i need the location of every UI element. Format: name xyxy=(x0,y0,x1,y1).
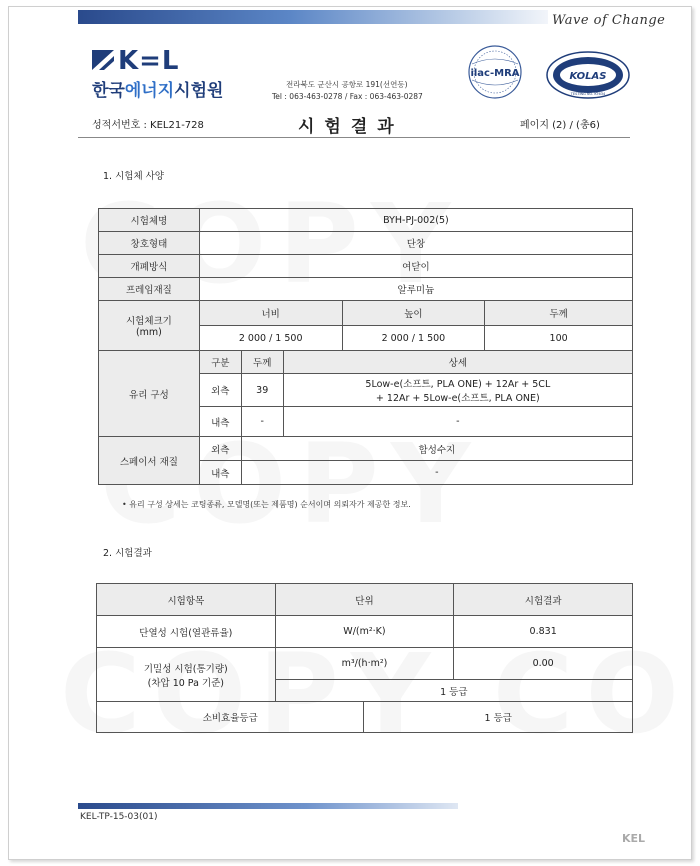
result-unit: W/(m²·K) xyxy=(275,616,454,648)
ilac-text: ilac-MRA xyxy=(470,68,520,79)
spec-label: 시험체명 xyxy=(99,209,200,232)
spacer-side: 외측 xyxy=(199,437,241,461)
spec-label: 프레임재질 xyxy=(99,278,200,301)
result-value: 0.00 xyxy=(454,648,633,680)
result-col-header: 시험항목 xyxy=(97,584,276,616)
glass-detail: - xyxy=(283,407,632,437)
result-col-header: 단위 xyxy=(275,584,454,616)
result-unit: m³/(h·m²) xyxy=(275,648,454,680)
size-label-line: 시험체크기 xyxy=(125,316,172,327)
spacer-value: - xyxy=(241,461,632,485)
glass-detail-line: + 12Ar + 5Low-e(소프트, PLA ONE) xyxy=(375,393,540,404)
spec-label xyxy=(99,301,200,351)
result-item: 단열성 시험(열관류율) xyxy=(97,616,276,648)
spec-value: BYH-PJ-002(5) xyxy=(199,209,632,232)
glass-detail-line: 5Low-e(소프트, PLA ONE) + 12Ar + 5CL xyxy=(365,379,551,390)
header-divider xyxy=(78,137,630,138)
size-col-header: 너비 xyxy=(199,301,342,326)
glass-detail xyxy=(283,374,632,407)
report-number: 성적서번호 : KEL21-728 xyxy=(92,120,204,131)
spec-value: 여닫이 xyxy=(199,255,632,278)
org-contact: Tel : 063-463-0278 / Fax : 063-463-0287 xyxy=(272,92,423,101)
spec-label: 유리 구성 xyxy=(99,351,200,437)
form-code: KEL-TP-15-03(01) xyxy=(80,812,158,822)
size-col-header: 높이 xyxy=(342,301,485,326)
org-name-part: 한국 xyxy=(92,81,125,101)
glass-side: 내측 xyxy=(199,407,241,437)
size-value: 100 xyxy=(485,326,633,351)
slogan: Wave of Change xyxy=(552,13,666,28)
size-value: 2 000 / 1 500 xyxy=(199,326,342,351)
test-result-table xyxy=(96,583,633,733)
ilac-mra-badge-icon xyxy=(458,44,532,100)
size-col-header: 두께 xyxy=(485,301,633,326)
glass-note: • 유리 구성 상세는 코팅종류, 모델명(또는 제품명) 순서이며 의뢰자가 제공한 정보. xyxy=(122,500,411,509)
result-item xyxy=(97,648,276,702)
spec-label: 스페이서 재질 xyxy=(99,437,200,485)
glass-side: 외측 xyxy=(199,374,241,407)
page-title: 시험결과 xyxy=(298,117,404,137)
spec-value: 알루미늄 xyxy=(199,278,632,301)
header-gradient-bar xyxy=(78,10,548,24)
result-item-line: 기밀성 시험(통기량) xyxy=(143,663,228,675)
footer-gradient-bar xyxy=(78,803,458,809)
glass-col-header: 상세 xyxy=(283,351,632,374)
result-value: 0.831 xyxy=(454,616,633,648)
spec-value: 단창 xyxy=(199,232,632,255)
spec-label: 개폐방식 xyxy=(99,255,200,278)
spacer-value: 합성수지 xyxy=(241,437,632,461)
org-name xyxy=(92,76,223,101)
section-heading-results: 2. 시험결과 xyxy=(103,548,152,559)
org-name-part: 에너지 xyxy=(124,81,175,101)
size-value: 2 000 / 1 500 xyxy=(342,326,485,351)
result-grade: 1 등급 xyxy=(275,680,632,702)
specimen-spec-table xyxy=(98,208,633,485)
kolas-subtext: TESTING NO. KT634 xyxy=(570,92,606,96)
result-col-header: 시험결과 xyxy=(454,584,633,616)
glass-col-header: 구분 xyxy=(199,351,241,374)
kolas-badge-icon xyxy=(545,50,631,100)
footer-logo: KEL xyxy=(622,832,646,845)
size-label-line: (mm) xyxy=(135,327,162,338)
kel-logo-mark-icon xyxy=(92,50,114,70)
org-address: 전라북도 군산시 공항로 191(선연동) xyxy=(286,80,408,89)
page-info: 페이지 (2) / (총6) xyxy=(520,120,600,131)
glass-thickness: - xyxy=(241,407,283,437)
logo-kel-text: K=L xyxy=(118,46,180,76)
glass-thickness: 39 xyxy=(241,374,283,407)
glass-col-header: 두께 xyxy=(241,351,283,374)
spec-label: 창호형태 xyxy=(99,232,200,255)
result-item: 소비효율등급 xyxy=(97,702,364,733)
spacer-side: 내측 xyxy=(199,461,241,485)
kolas-text: KOLAS xyxy=(569,71,607,82)
result-item-line: (차압 10 Pa 기준) xyxy=(147,677,225,689)
section-heading-specs: 1. 시험체 사양 xyxy=(103,171,164,182)
org-name-part: 시험원 xyxy=(174,81,224,101)
result-grade: 1 등급 xyxy=(364,702,633,733)
